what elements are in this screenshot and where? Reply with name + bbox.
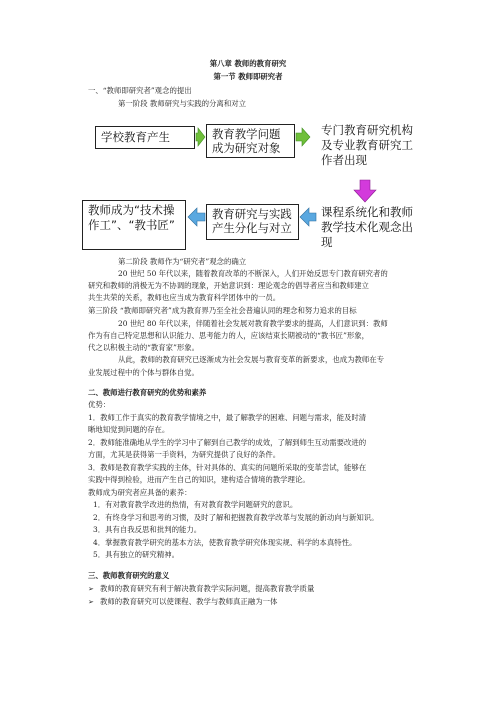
flow-box-curriculum-systematization: 课程系统化和教师教学技术化观念出现 (321, 205, 413, 249)
para2-line2: 作为有自己特定思想和认识能力、思考能力的人，应该结束长期被动的“教书匠”形象， (88, 331, 370, 340)
advantage-line: 实践中得到检验，进而产生自己的知识，建构适合情境的教学理论。 (88, 475, 310, 484)
significance-text: 教师的教育研究有利于解决教育教学实际问题，提高教育教学质量 (100, 584, 315, 593)
flow-box-research-object: 教育教学问题成为研究对象 (206, 124, 295, 158)
advantage-line: 3．教师是教育教学实践的主体，针对具体的、真实的问题所采取的变革尝试，能够在 (88, 463, 367, 472)
arrow-down (354, 180, 376, 202)
arrow-left-2 (188, 208, 205, 226)
para2-line3: 代之以积极主动的“教育家”形象。 (88, 343, 200, 352)
qualities-label: 教师成为研究者应具备的素养： (88, 488, 192, 497)
advantages-label: 优势： (88, 400, 111, 409)
advantage-line: 2．教师能准确地从学生的学习中了解到自己教学的成效，了解到师生互动需要改进的 (88, 438, 367, 447)
advantage-line: 1．教师工作于真实的教育教学情境之中，最了解教学的困难、问题与需求，能及时清 (88, 413, 367, 422)
flow-box-research-practice-split: 教育研究与实践产生分化与对立 (206, 204, 299, 240)
significance-item (88, 584, 314, 594)
chapter-title: 第八章 教师的教育研究 (209, 59, 287, 68)
stage1-label: 第一阶段 教师研究与实践的分离和对立 (118, 99, 246, 108)
stage2-label: 第二阶段 教师作为“研究者”观念的确立 (118, 257, 247, 266)
advantage-line: 晰地知觉到问题的存在。 (88, 425, 170, 434)
flow-box-research-institutions: 专门教育研究机构及专业教育研究工作者出现 (321, 123, 413, 167)
para3-line2: 业发展过程中的个体与群体自觉。 (88, 368, 199, 377)
para1-line3: 共生共荣的关系，教师也应当成为教育科学团体中的一员。 (88, 293, 281, 302)
quality-item: 5．具有独立的研究精神。 (93, 550, 180, 559)
flow-box-school-education: 学校教育产生 (95, 126, 195, 149)
advantage-line: 方面，尤其是获得第一手资料，为研究提供了良好的条件。 (88, 450, 281, 459)
para1-line2: 研究和教师的消极无为不协调的现象，开始意识到：理论观念的倡导者应当和教师建立 (88, 281, 369, 290)
quality-item: 4．掌握教育教学研究的基本方法，使教育教学研究体现实规、科学的本真特性。 (93, 538, 357, 547)
arrowhead-bullet-icon: ➢ (88, 585, 94, 593)
significance-item (88, 597, 277, 607)
part3-heading: 三、教师教育研究的意义 (88, 571, 170, 580)
arrow-left-1 (300, 208, 316, 226)
quality-item: 1．有对教育教学改进的热情，有对教育教学问题研究的意识。 (93, 500, 298, 509)
para2-line1: 20 世纪 80 年代以来，伴随着社会发展对教育教学要求的提高，人们意识到：教师 (118, 319, 388, 328)
section-title: 第一节 教师即研究者 (213, 72, 283, 81)
arrow-right-1 (196, 128, 205, 146)
arrow-right-2 (296, 128, 310, 146)
quality-item: 2．有终身学习和思考的习惯，及时了解和把握教育教学改革与发展的新动向与新知识。 (93, 513, 379, 522)
stage3-label: 第三阶段 “教师即研究者”成为教育界乃至全社会普遍认同的理念和努力追求的目标 (88, 306, 357, 315)
part2-heading: 二、教师进行教育研究的优势和素养 (88, 388, 207, 397)
para3-line1: 从此，教师的教育研究已逐渐成为社会发展与教育变革的新要求，也成为教师在专 (118, 355, 385, 364)
part1-heading: 一、“教师即研究者”观念的提出 (88, 86, 192, 95)
significance-text: 教师的教育研究可以使课程、教学与教师真正融为一体 (100, 597, 278, 606)
quality-item: 3．具有自我反思和批判的能力。 (93, 525, 202, 534)
para1-line1: 20 世纪 50 年代以来，随着教育改革的不断深入，人们开始反思专门教育研究者的 (118, 269, 388, 278)
flow-box-technical-operator: 教师成为“技术操作工”、“教书匠” (82, 200, 186, 250)
arrowhead-bullet-icon: ➢ (88, 598, 94, 606)
